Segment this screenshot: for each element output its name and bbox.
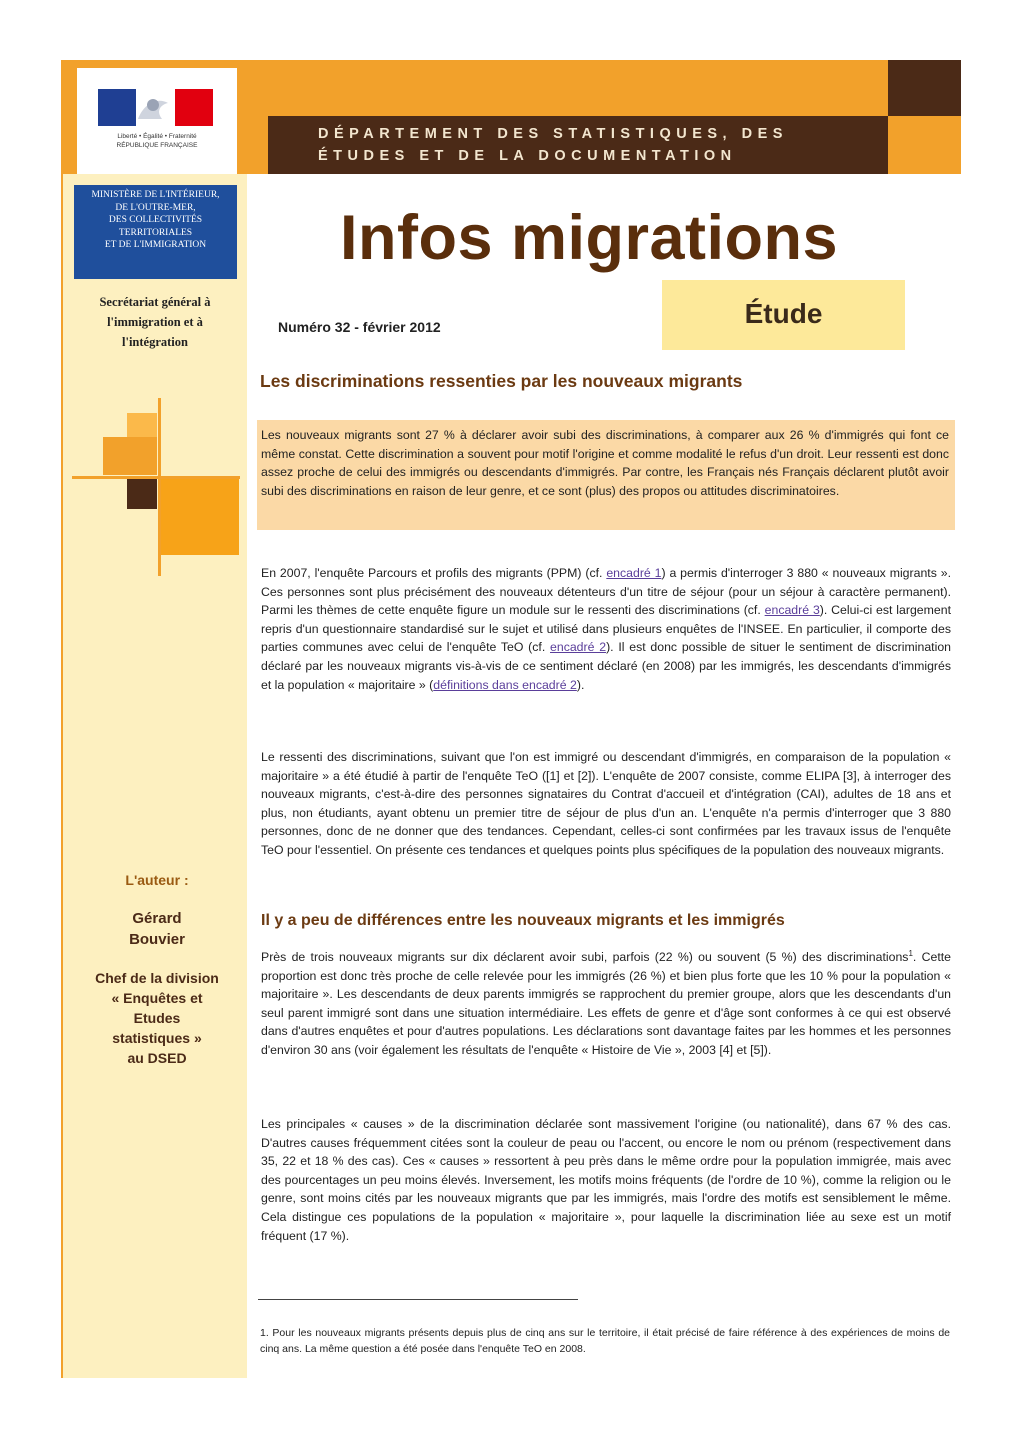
link-encadre-1[interactable]: encadré 1	[606, 566, 662, 580]
abstract: Les nouveaux migrants sont 27 % à déclarer avoir subi des discriminations, à comparer aux 26 % d'immigrés qui font ce même constat. Cette discrimination a souvent pour motif l'origine et comme modalité le refus d'un droit. Leur ressenti est donc assez proche de celui des immigrés ou descendants d'immigrés. Par contre, les Français nés Français déclarent plutôt avoir subi des discriminations en raison de leur genre, et ce sont (plus) des propos ou attitudes discriminatoires.	[257, 420, 955, 530]
logo-motto: Liberté • Égalité • Fraternité	[117, 133, 197, 140]
paragraph-2: Le ressenti des discriminations, suivant que l'on est immigré ou descendant d'immigrés, en comparaison de la population « majoritaire » a été étudié à partir de l'enquête TeO ([1] et [2]). L'enquête de 2007 consiste, comme ELIPA [3], à interroger des nouveaux migrants, c'est-à-dire des personnes signataires du Contrat d'accueil et d'intégration (CAI), adultes de 18 ans et plus, non étudiants, ayant obtenu un premier titre de séjour de plus d'un an. L'enquête n'a permis d'interroger que 3 880 personnes, donc de ne donner que des tendances. Cependant, celles-ci sont confirmées par les travaux issus de l'enquête TeO pour l'essentiel. On présente ces tendances et quelques points plus spécifiques de la population des nouveaux migrants.	[261, 750, 951, 857]
marianne-logo-icon	[98, 89, 213, 126]
header-corner-square	[888, 60, 961, 116]
author-label: L'auteur :	[125, 872, 189, 888]
department-line-1: DÉPARTEMENT DES STATISTIQUES, DES	[318, 126, 788, 142]
decor-square-brown	[127, 479, 157, 509]
secretariat-name	[72, 292, 238, 352]
secretariat-line: Secrétariat général à	[99, 295, 211, 309]
text-run: ). Il est donc possible de situer le sentiment de discrimination déclaré par les nouveaux migrants vis-à-vis de ce sentiment déclaré (en 2008) par les immigrés, les descendants d'immigrés et la population « majoritaire » (	[261, 640, 951, 692]
author-role-line: Chef de la division	[95, 970, 219, 986]
department-line-2: ÉTUDES ET DE LA DOCUMENTATION	[318, 148, 737, 164]
author-block	[72, 872, 242, 1068]
sidebar	[63, 174, 247, 1378]
sidebar-border	[61, 174, 63, 1378]
text-run: ).	[576, 677, 585, 692]
paragraph-1	[261, 564, 951, 694]
text-run: . Cette proportion est donc très proche de celle relevée pour les immigrés (26 %) et bien plus forte que les 10 % pour la population « majoritaire ». Les descendants de deux parents immigrés se rapprochent du premier groupe, alors que les descendants d'un seul parent immigré sont dans une situation intermédiaire. Les effets de genre et d'âge sont conformes à ce qui est observé dans d'autres enquêtes et pour d'autres populations. Les déclarations sont davantage faites par les hommes et les personnes d'environ 30 ans (voir également les résultats de l'enquête « Histoire de Vie », 2003 [4] et [5]).	[261, 950, 951, 1057]
paragraph-4: Les principales « causes » de la discrimination déclarée sont massivement l'origine (ou nationalité), dans 67 % des cas. D'autres causes fréquemment citées sont la couleur de peau ou l'accent, ou encore le nom ou prénom (respectivement dans 35, 22 et 18 % des cas). Ces « causes » ressortent à peu près dans le même ordre pour la population immigrée, mais avec des pourcentages un peu moins élevés. Inversement, les motifs moins fréquents (de l'ordre de 10 %), comme la religion ou le genre, sont moins cités par les nouveaux migrants que par les immigrés, mais l'ordre des motifs est sensiblement le même. Cela distingue ces populations de la population « majoritaire », pour laquelle la discrimination liée au sexe est un motif fréquent (17 %).	[261, 1117, 951, 1243]
ministry-line: TERRITORIALES	[118, 227, 193, 238]
publication-title: Infos migrations	[340, 203, 839, 273]
ministry-line: ET DE L'IMMIGRATION	[104, 240, 207, 250]
author-name-line: Gérard	[132, 910, 182, 927]
decor-square-small	[127, 413, 157, 437]
author-role-line: Etudes	[133, 1010, 181, 1026]
article-title: Les discriminations ressenties par les nouveaux migrants	[260, 371, 743, 391]
ministry-line: DE L'OUTRE-MER,	[115, 202, 196, 213]
author-role	[72, 968, 242, 1068]
text-run: En 2007, l'enquête Parcours et profils des migrants (PPM) (cf.	[261, 566, 607, 580]
footnote-divider	[258, 1299, 578, 1300]
section-title: Il y a peu de différences entre les nouveaux migrants et les immigrés	[261, 912, 785, 929]
footnote-ref[interactable]: 1	[908, 948, 913, 958]
link-encadre-2[interactable]: encadré 2	[550, 640, 607, 655]
secretariat-line: l'intégration	[122, 335, 188, 349]
text-run: ). Celui-ci est largement repris d'un questionnaire standardisé sur le sujet et utilisé dans plusieurs enquêtes de l'INSEE. En particulier, il comporte des parties communes avec celui de l'enquête TeO (cf.	[261, 603, 951, 655]
logo-republic: RÉPUBLIQUE FRANÇAISE	[116, 142, 198, 149]
author-name-line: Bouvier	[129, 931, 185, 948]
department-name	[318, 123, 878, 167]
footnote: 1. Pour les nouveaux migrants présents depuis plus de cinq ans sur le territoire, il était précisé de faire référence à des expériences de moins de cinq ans. La même question a été posée dans l'enquête TeO en 2008.	[260, 1327, 950, 1355]
decor-square-large	[161, 479, 239, 555]
paragraph-3	[261, 948, 951, 1060]
document-type: Étude	[744, 298, 823, 329]
department-bar-tail	[888, 116, 961, 174]
link-encadre-3[interactable]: encadré 3	[764, 603, 820, 618]
author-role-line: statistiques »	[112, 1030, 202, 1046]
ministry-box	[74, 185, 237, 279]
logo-caption	[86, 132, 228, 150]
text-run: Près de trois nouveaux migrants sur dix déclarent avoir subi, parfois (22 %) ou souvent (5 %) des discriminations	[261, 950, 909, 964]
ministry-line: DES COLLECTIVITÉS	[108, 215, 203, 225]
author-role-line: au DSED	[127, 1050, 187, 1066]
issue-number: Numéro 32 - février 2012	[278, 319, 441, 335]
text-run: ) a permis d'interroger 3 880 « nouveaux migrants ». Ces personnes sont plus précisément des nouveaux détenteurs d'un titre de séjour (pour un séjour à caractère permanent). Parmi les thèmes de cette enquête figure un module sur le ressenti des discriminations (cf.	[261, 566, 951, 618]
author-role-line: « Enquêtes et	[111, 990, 203, 1006]
author-name	[72, 908, 242, 950]
secretariat-line: l'immigration et à	[107, 315, 203, 329]
link-definitions[interactable]: définitions dans encadré 2	[433, 677, 577, 692]
ministry-line: MINISTÈRE DE L'INTÉRIEUR,	[91, 190, 220, 200]
decor-square-orange	[103, 437, 157, 475]
